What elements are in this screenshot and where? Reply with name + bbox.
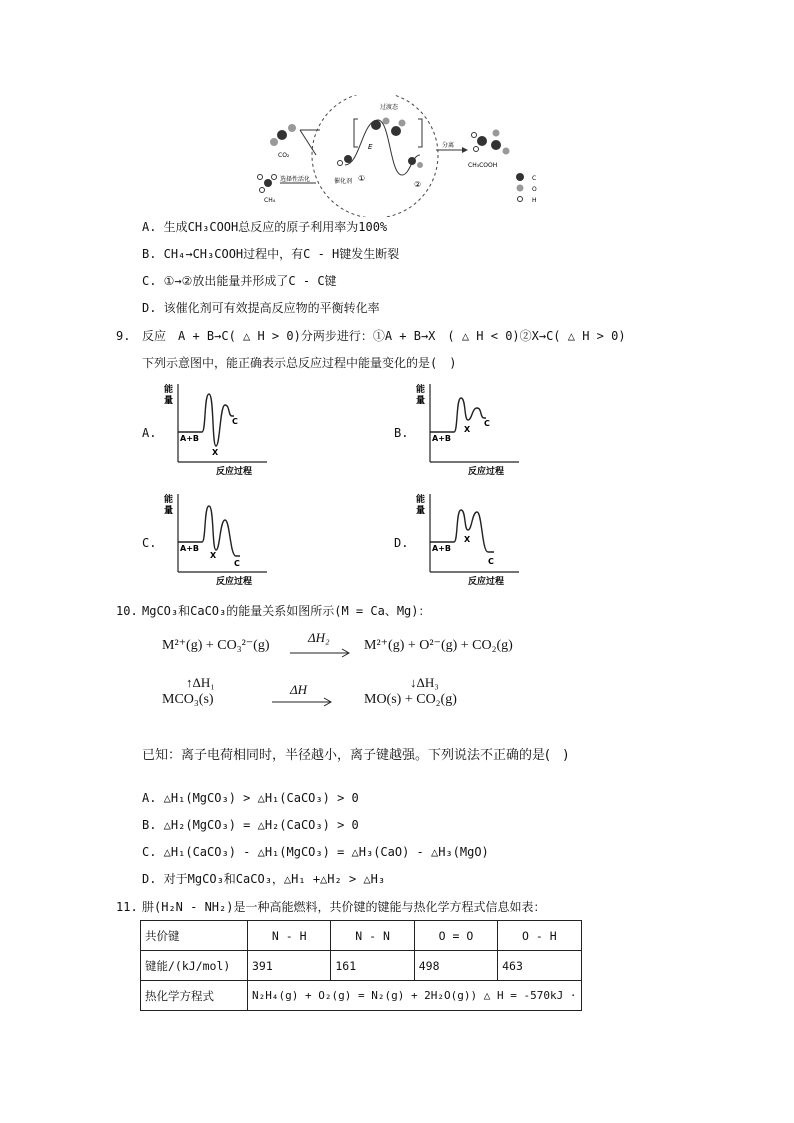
c-label: C [234, 559, 240, 568]
table-cell: 463 [498, 951, 581, 981]
co2-label: CO₂ [278, 152, 290, 159]
table-cell-equation: N₂H₄(g) + O₂(g) = N₂(g) + 2H₂O(g)) △ H = -570kJ · [248, 981, 582, 1011]
table-cell: 共价键 [141, 921, 248, 951]
arrow-right-icon [272, 697, 334, 707]
cycle-bottom-left: MCO₃(s) [162, 692, 214, 707]
table-cell: O - H [498, 921, 581, 951]
y-label-bottom: 量 [164, 396, 174, 406]
q10-option-a: A. △H₁(MgCO₃) > △H₁(CaCO₃) > 0 [142, 791, 359, 805]
q11-stem: 肼(H₂N - NH₂)是一种高能燃料，共价键的键能与热化学方程式信息如表： [142, 900, 546, 914]
catalyst-label: 催化剂 [334, 178, 353, 185]
table-cell: O = O [414, 921, 497, 951]
step1-label: ① [358, 174, 366, 183]
q8-option-d: D. 该催化剂可有效提高反应物的平衡转化率 [142, 301, 380, 315]
ab-label: A+B [432, 544, 451, 553]
x-label: X [464, 425, 471, 434]
q11-number: 11. [116, 900, 138, 914]
table-row [141, 981, 582, 1011]
table-cell: 391 [248, 951, 331, 981]
y-label-top: 能 [416, 495, 426, 505]
cycle-top-left: M²⁺(g) + CO₃²⁻(g) [162, 638, 270, 653]
q8-option-c: C. ①→②放出能量并形成了C - C键 [142, 274, 337, 288]
cycle-dh1-label: ↑ΔH₁ [186, 675, 215, 690]
c-label: C [232, 417, 238, 426]
catalysis-figure [250, 95, 550, 217]
q9-option-a-letter: A. [142, 426, 157, 440]
x-axis-label: 反应过程 [216, 467, 253, 477]
x-label: X [212, 448, 219, 457]
legend-h: H [532, 197, 537, 204]
y-label-top: 能 [416, 385, 426, 395]
ab-label: A+B [432, 434, 451, 443]
legend-o: O [532, 186, 537, 193]
table-row [141, 951, 582, 981]
x-axis-label: 反应过程 [216, 577, 253, 587]
q8-option-b: B. CH₄→CH₃COOH过程中，有C - H键发生断裂 [142, 247, 400, 261]
separate-label: 分离 [442, 142, 455, 149]
energy-label: E [368, 143, 373, 151]
ab-label: A+B [180, 544, 199, 553]
cycle-dh2-label: ΔH₂ [308, 630, 330, 645]
table-cell: N - H [248, 921, 331, 951]
q10-option-d: D. 对于MgCO₃和CaCO₃，△H₁ +△H₂ > △H₃ [142, 872, 386, 886]
select-label: 选择性活化 [280, 176, 311, 183]
y-label-top: 能 [164, 495, 174, 505]
y-label-top: 能 [164, 385, 174, 395]
table-cell: 热化学方程式 [141, 981, 248, 1011]
x-axis-label: 反应过程 [468, 467, 505, 477]
cycle-dh3-label: ↓ΔH₃ [410, 675, 439, 690]
energy-graph-c [162, 490, 272, 588]
energy-graph-a [162, 380, 272, 478]
cycle-top-right: M²⁺(g) + O²⁻(g) + CO₂(g) [364, 638, 513, 653]
q9-stem: 反应 A + B→C( △ H > 0)分两步进行：①A + B→X ( △ H < 0)②X→C( △ H > 0) [142, 329, 626, 343]
q9-option-d-letter: D. [394, 536, 409, 550]
x-label: X [464, 535, 471, 544]
bond-energy-table [140, 920, 582, 1011]
carbon-legend-icon [516, 173, 524, 181]
arrow-right-icon [290, 648, 352, 658]
y-label-bottom: 量 [416, 396, 426, 406]
oxygen-legend-icon [517, 185, 524, 192]
q10-option-c: C. △H₁(CaCO₃) - △H₁(MgCO₃) = △H₃(CaO) - △H₃(MgO) [142, 845, 489, 859]
step2-label: ② [414, 180, 422, 189]
table-cell: N - N [331, 921, 414, 951]
product-label: CH₃COOH [468, 162, 498, 169]
x-axis-label: 反应过程 [468, 577, 505, 587]
transition-label: 过渡态 [380, 104, 399, 111]
q10-option-b: B. △H₂(MgCO₃) = △H₂(CaCO₃) > 0 [142, 818, 359, 832]
energy-graph-d [414, 490, 524, 588]
ab-label: A+B [180, 434, 199, 443]
c-label: C [484, 419, 490, 428]
q10-known: 已知：离子电荷相同时，半径越小，离子键越强。下列说法不正确的是( ) [142, 748, 569, 763]
y-label-bottom: 量 [416, 506, 426, 516]
c-label: C [488, 557, 494, 566]
y-label-bottom: 量 [164, 506, 174, 516]
cycle-dh-label: ΔH [290, 682, 308, 697]
q10-number: 10. [116, 604, 138, 618]
ch4-label: CH₄ [264, 197, 276, 204]
table-row [141, 921, 582, 951]
q9-question: 下列示意图中，能正确表示总反应过程中能量变化的是( ) [142, 356, 457, 370]
ch4-molecule-icon [258, 175, 277, 193]
cycle-bottom-right: MO(s) + CO₂(g) [364, 692, 457, 707]
energy-graph-b [414, 380, 524, 478]
acetic-acid-molecule-icon [472, 130, 510, 155]
co2-molecule-icon [270, 124, 296, 146]
q9-option-c-letter: C. [142, 536, 157, 550]
x-label: X [210, 551, 217, 560]
q10-stem: MgCO₃和CaCO₃的能量关系如图所示(M = Ca、Mg)： [142, 604, 431, 618]
table-cell: 键能/(kJ/mol) [141, 951, 248, 981]
table-cell: 498 [414, 951, 497, 981]
q8-option-a: A. 生成CH₃COOH总反应的原子利用率为100% [142, 220, 388, 234]
hydrogen-legend-icon [518, 197, 523, 202]
q9-option-b-letter: B. [394, 426, 409, 440]
table-cell: 161 [331, 951, 414, 981]
legend-c: C [532, 175, 537, 182]
q9-number: 9. [116, 329, 131, 343]
